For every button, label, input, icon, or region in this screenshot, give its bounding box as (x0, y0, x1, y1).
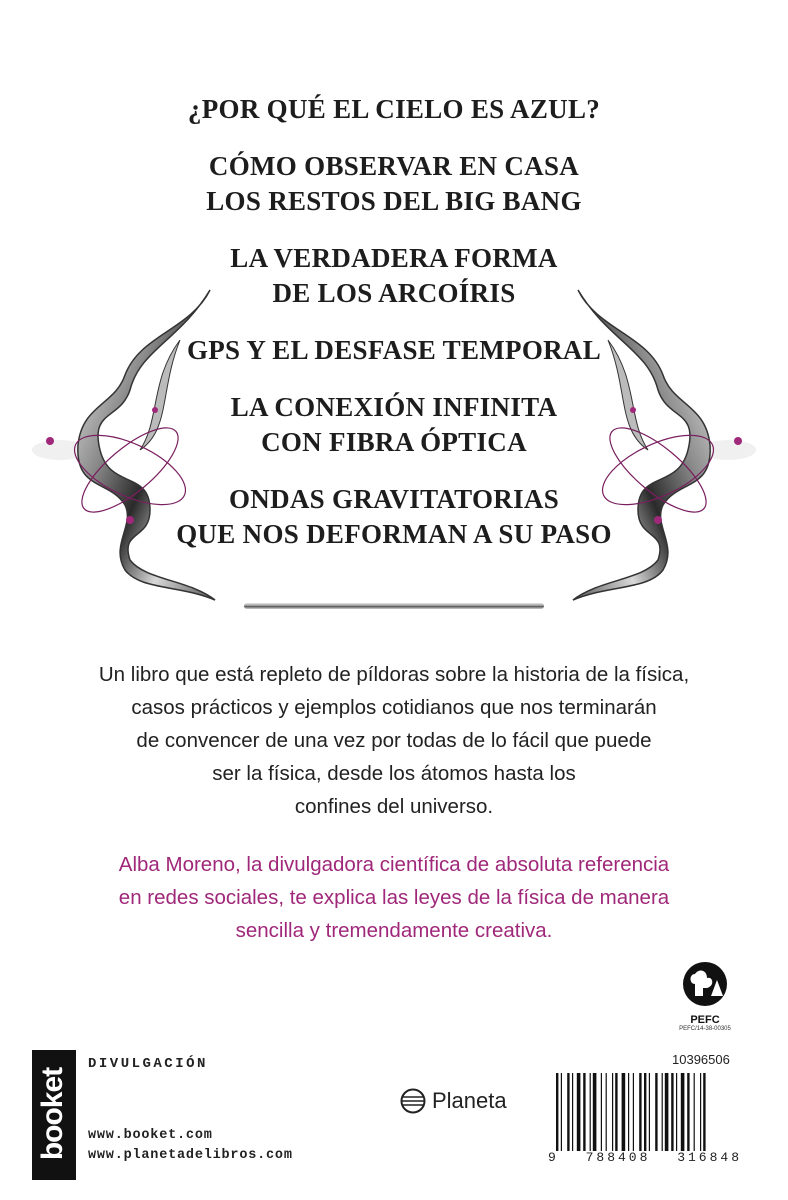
isbn-lead-digit: 9 (548, 1150, 559, 1165)
barcode-bar (676, 1073, 677, 1151)
barcode-bar (662, 1073, 663, 1151)
website-planetadelibros[interactable]: www.planetadelibros.com (88, 1148, 293, 1163)
topic-4: GPS Y EL DESFASE TEMPORAL (186, 335, 602, 365)
product-code: 10396506 (672, 1052, 730, 1067)
barcode-bar (681, 1073, 685, 1151)
barcode-bar (649, 1073, 650, 1151)
barcode-bar (622, 1073, 626, 1151)
barcode-bar (665, 1073, 669, 1151)
topic-6: ONDAS GRAVITATORIAS QUE NOS DEFORMAN A SU PASO (176, 484, 612, 549)
barcode-bar (612, 1073, 613, 1151)
book-blurb: Un libro que está repleto de píldoras sobre la historia de la física, casos prácticos y ejemplos cotidianos que nos terminarán de convencer de una vez por todas de lo fácil que puede ser la física, desde los átomos hasta los confines del universo. (98, 663, 690, 818)
barcode-bar (671, 1073, 673, 1151)
barcode-bar (628, 1073, 629, 1151)
planeta-logo (400, 1088, 507, 1114)
barcode-bar (639, 1073, 641, 1151)
barcode-bar (577, 1073, 581, 1151)
chrome-ornament-right (558, 280, 758, 610)
divider-rule (244, 603, 544, 609)
pefc-label: PEFC (690, 1014, 720, 1026)
barcode-bar (687, 1073, 689, 1151)
barcode-bar (567, 1073, 569, 1151)
barcode-bar (644, 1073, 646, 1151)
barcode-bar (703, 1073, 705, 1151)
barcode-bar (583, 1073, 585, 1151)
pefc-badge (672, 960, 738, 1032)
isbn-number (548, 1150, 742, 1165)
barcode-bar (556, 1073, 558, 1151)
barcode-bar (590, 1073, 591, 1151)
pefc-tree-icon (677, 960, 733, 1008)
website-booket[interactable]: www.booket.com (88, 1128, 213, 1143)
isbn-group-1: 788408 (585, 1150, 651, 1165)
author-note: Alba Moreno, la divulgadora científica de absoluta referencia en redes sociales, te explica las leyes de la física de manera sencilla y tremendamente creativa. (118, 853, 670, 942)
pefc-code: PEFC/14-38-00305 (679, 1026, 731, 1032)
booket-logo (32, 1050, 76, 1180)
barcode-bar (572, 1073, 573, 1151)
barcode-bar (633, 1073, 634, 1151)
website-list (88, 1126, 293, 1166)
barcode-bar (694, 1073, 695, 1151)
barcode-bar (593, 1073, 597, 1151)
topic-2: CÓMO OBSERVAR EN CASA LOS RESTOS DEL BIG BANG (206, 151, 582, 216)
barcode-bar (606, 1073, 607, 1151)
genre-label: DIVULGACIÓN (88, 1056, 208, 1072)
planeta-globe-icon (400, 1088, 426, 1114)
barcode-bar (700, 1073, 701, 1151)
barcode-bar (561, 1073, 562, 1151)
topic-3: LA VERDADERA FORMA DE LOS ARCOÍRIS (230, 243, 558, 308)
planeta-logo-text: Planeta (432, 1088, 507, 1113)
booket-logo-text: booket (36, 1067, 69, 1161)
barcode-bar (655, 1073, 657, 1151)
barcode-bar (601, 1073, 602, 1151)
isbn-group-2: 316848 (677, 1150, 742, 1165)
isbn-barcode (556, 1073, 736, 1151)
topic-5: LA CONEXIÓN INFINITA CON FIBRA ÓPTICA (230, 392, 558, 457)
barcode-bar (615, 1073, 617, 1151)
topic-1: ¿POR QUÉ EL CIELO ES AZUL? (187, 94, 601, 124)
chrome-ornament-left (30, 280, 230, 610)
